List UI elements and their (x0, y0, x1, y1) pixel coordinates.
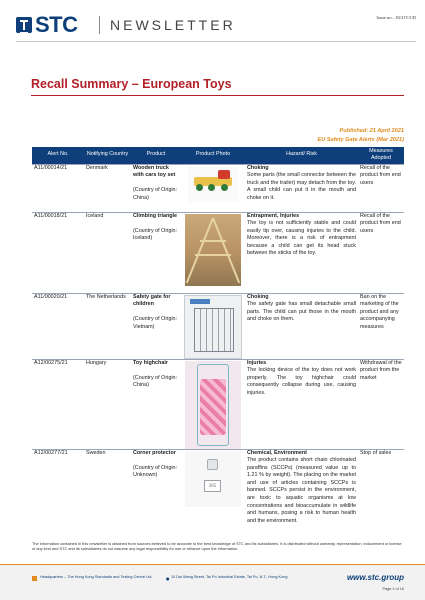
notifying-country: Iceland (84, 212, 131, 293)
hazard-description: Some parts (the small connector between the truck and the trailer) may detach from the toy. A small child can put it in the mouth and choke on it. (247, 172, 356, 201)
hazard-description: The safety gate has small detachable small parts. The child can put those in the mouth and choke on them. (247, 301, 356, 323)
hazard-title: Choking (247, 164, 269, 171)
header-product-photo: Product Photo (181, 147, 245, 164)
product-name: Wooden truck with cars toy set (133, 164, 176, 179)
location-pin-icon: ● (166, 576, 170, 581)
hazard-title: Chemical, Environment (247, 449, 307, 456)
photo-tag: 285 (204, 480, 221, 492)
measures-adopted: Withdrawal of the product from the market (358, 359, 404, 449)
alert-number: A11/00020/21 (32, 293, 84, 359)
page-title: Recall Summary – European Toys (31, 77, 232, 91)
country-of-origin: (Country of Origin: Vietnam) (133, 316, 178, 330)
table-row (32, 359, 404, 449)
newsletter-header (16, 13, 416, 43)
climbing-triangle-photo (185, 214, 241, 286)
header-notifying-country: Notifying Country (84, 147, 131, 164)
newsletter-title: NEWSLETTER (110, 17, 236, 33)
notifying-country: Sweden (84, 449, 131, 541)
notifying-country: Denmark (84, 164, 131, 212)
header-product: Product (131, 147, 181, 164)
country-of-origin: (Country of Origin: Iceland) (133, 227, 178, 242)
product-name: Safety gate for children (133, 293, 171, 308)
alert-number: A11/00014/21 (32, 164, 84, 212)
product-cell (131, 359, 181, 449)
photo-cell (181, 293, 245, 359)
stc-logo (16, 13, 78, 37)
published-date: Published: 21 April 2021 (339, 128, 404, 134)
hazard-title: Choking (247, 293, 269, 300)
hazard-title: Injuries (247, 359, 267, 366)
photo-cell (181, 212, 245, 293)
photo-cell (181, 359, 245, 449)
table-row (32, 164, 404, 212)
notifying-country: Hungary (84, 359, 131, 449)
product-cell (131, 449, 181, 541)
table-row (32, 449, 404, 541)
measures-adopted: Ban on the marketing of the product and any accompanying measures (358, 293, 404, 359)
hazard-cell (245, 212, 358, 293)
photo-cell (181, 164, 245, 212)
hazard-cell (245, 359, 358, 449)
hazard-description: The product contains short chain chlorinated paraffins (SCCPs) (measured value up to 1.21 % by weight). The placing on the market and use of articles containing SCCPs is banned. SCCPs persist in the environment, are toxic to aquatic organisms at low concentrations and bioaccumulate in wildlife and humans, posing a risk to human health and the environment. (247, 457, 356, 524)
table-row (32, 293, 404, 359)
table-header-row (32, 147, 404, 164)
header-rule (16, 41, 416, 42)
country-of-origin: (Country of Origin: China) (133, 187, 178, 201)
disclaimer: The information contained in this newsletter is obtained from sources believed to be accurate to the best knowledge of STC and its subsidiaries. It is distributed without warranty, representation, inducement or license of any kind and STC and its subsidiaries do not assume any legal responsibility for use or reliance upon the information. (32, 541, 402, 552)
measures-adopted: Recall of the product from end users (358, 164, 404, 212)
alert-number: A12/00275/21 (32, 359, 84, 449)
table-row (32, 212, 404, 293)
country-of-origin: (Country of Origin: China) (133, 374, 178, 389)
measures-adopted: Recall of the product from end users (358, 212, 404, 293)
product-cell (131, 293, 181, 359)
wooden-truck-toy-photo (188, 166, 238, 202)
header-alert-no: Alert No. (32, 147, 84, 164)
notifying-country: The Netherlands (84, 293, 131, 359)
hazard-cell (245, 449, 358, 541)
hazard-description: The toy is not sufficiently stable and could easily tip over, causing injuries to the child. Moreover, there is a risk of entrapment because a child can get its head stuck between the sticks of the toy. (247, 220, 356, 257)
headquarters-icon (32, 576, 37, 581)
website-link[interactable]: www.stc.group (346, 573, 404, 582)
header-divider (99, 16, 100, 34)
safety-gate-photo (184, 295, 242, 359)
page-number: Page 1 of 16 (382, 587, 404, 591)
footer-headquarters: Headquarters – The Hong Kong Standards and Testing Centre Ltd. (40, 575, 153, 579)
country-of-origin: (Country of Origin: Unknown) (133, 464, 178, 479)
hazard-cell (245, 293, 358, 359)
product-name: Toy highchair (133, 359, 168, 366)
footer-address: 10 Dai Wang Street, Tai Po Industrial Estate, Tai Po, N.T., Hong Kong (171, 575, 288, 579)
alert-number: A11/00018/21 (32, 212, 84, 293)
alerts-source: EU Safety Gate Alerts (Mar 2021) (317, 137, 404, 143)
hazard-cell (245, 164, 358, 212)
toy-highchair-photo (185, 361, 241, 449)
title-rule (31, 95, 404, 96)
header-measures-adopted: Measures Adopted (358, 147, 404, 164)
product-cell (131, 212, 181, 293)
photo-cell (181, 449, 245, 541)
measures-adopted: Stop of sales (358, 449, 404, 541)
hazard-title: Entrapment, Injuries (247, 212, 300, 219)
corner-protector-photo (185, 451, 241, 507)
stc-logo-icon (16, 17, 32, 33)
product-name: Climbing triangle (133, 212, 178, 219)
product-name: Corner protector (133, 449, 176, 456)
recall-table (32, 147, 404, 541)
issue-number: Issue no.: 18/21T/CD (376, 15, 416, 20)
footer (0, 565, 425, 600)
hazard-description: The locking device of the toy does not work properly. The toy highchair could consequently collapse during use, causing injuries. (247, 367, 356, 396)
logo-text: STC (35, 12, 78, 37)
header-hazard-risk: Hazard/ Risk (245, 147, 358, 164)
product-cell (131, 164, 181, 212)
alert-number: A12/00277/21 (32, 449, 84, 541)
